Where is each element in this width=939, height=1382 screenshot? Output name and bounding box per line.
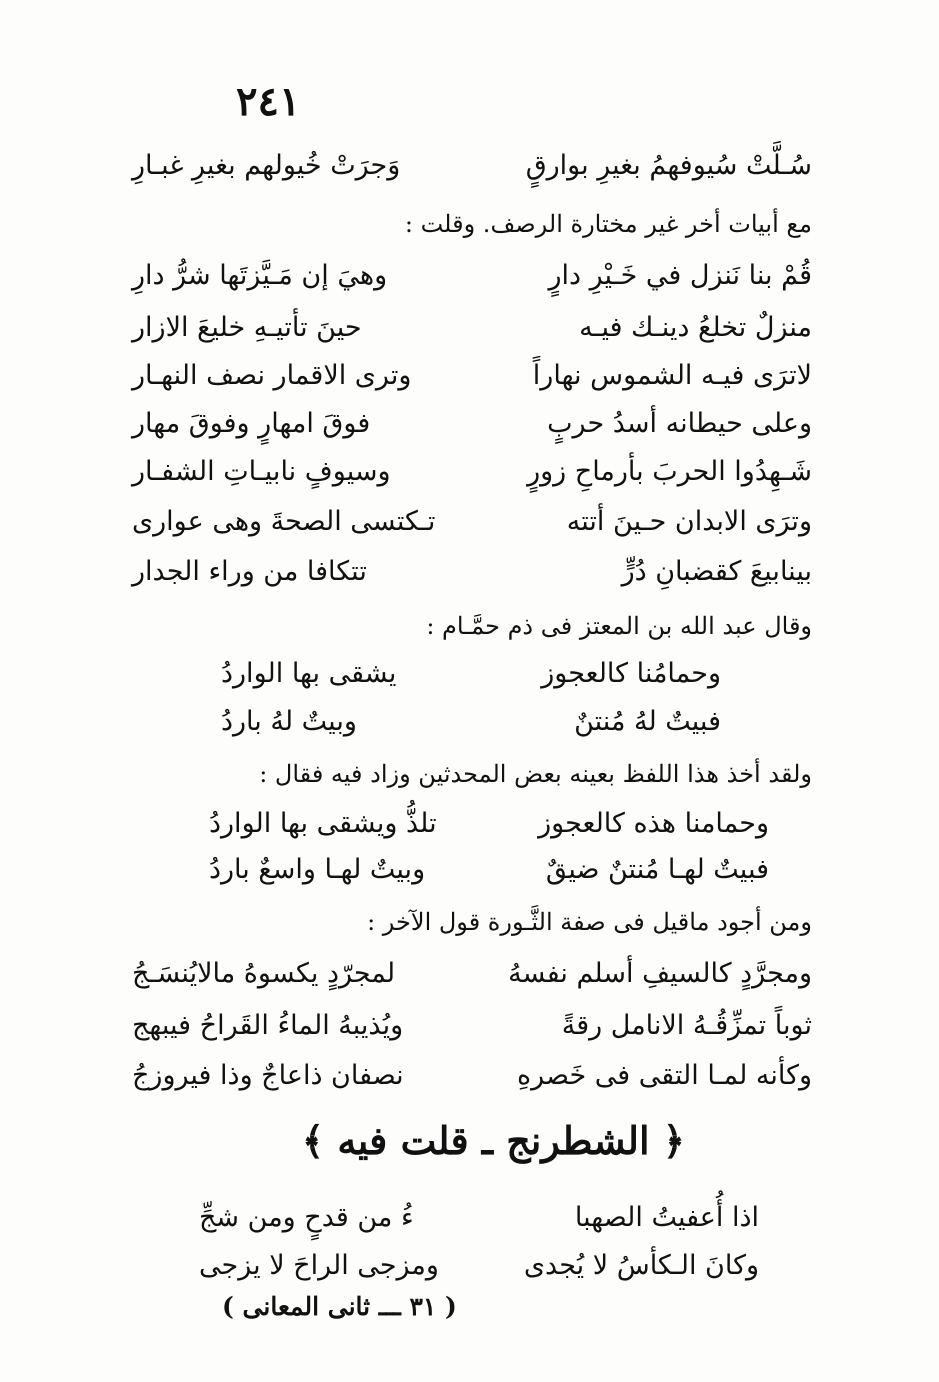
section-heading: ﴿ الشطرنج ـ قلت فيه ﴾ — [301, 1118, 685, 1163]
verse-second-hemistich: وبيتٌ لهُ باردُ — [221, 706, 357, 737]
verse-line — [132, 314, 812, 341]
verse-first-hemistich: فبيتٌ لهُ مُنتنٌ — [574, 706, 721, 737]
verse-second-hemistich: نصفان ذاعاجٌ وذا فيروزجُ — [132, 1060, 404, 1091]
verse-second-hemistich: وسيوفٍ نابيـاتِ الشفـار — [132, 456, 391, 487]
verse-first-hemistich: وكأنه لمـا التقى فى خَصرهِ — [516, 1060, 812, 1091]
verse-first-hemistich: فبيتٌ لهـا مُنتنٌ ضيقٌ — [545, 854, 769, 885]
verse-line — [221, 660, 721, 687]
verse-second-hemistich: ومزجى الراحَ لا يزجى — [199, 1250, 439, 1281]
verse-second-hemistich: تلذُّ ويشقى بها الواردُ — [209, 808, 437, 839]
verse-first-hemistich: شَـهِدُوا الحربَ بأرماحِ زورٍ — [527, 456, 812, 487]
prose-line: ومن أجود ماقيل فى صفة الثَّـورة قول الآخر : — [367, 908, 812, 936]
verse-second-hemistich: وَجرَتْ خُيولهم بغيرِ غبـارِ — [132, 150, 401, 181]
verse-line — [132, 558, 812, 585]
verse-second-hemistich: فوقَ امهارٍ وفوقَ مهار — [132, 408, 371, 439]
verse-first-hemistich: وكانَ الـكأسُ لا يُجدى — [523, 1250, 759, 1281]
verse-second-hemistich: لمجرّدٍ يكسوهُ مالايُنسَـجُ — [132, 958, 396, 989]
prose-line: ولقد أخذ هذا اللفظ بعينه بعض المحدثين وزاد فيه فقال : — [259, 760, 812, 788]
verse-second-hemistich: تـكتسى الصحةَ وهى عوارى — [132, 506, 436, 537]
verse-first-hemistich: منزلٌ تخلعُ دينـك فيـه — [579, 312, 812, 343]
verse-first-hemistich: وحمامنا هذه كالعجوز — [538, 808, 769, 839]
verse-line — [209, 856, 769, 883]
verse-first-hemistich: وترَى الابدان حـينَ أتته — [566, 506, 812, 537]
verse-line — [132, 1062, 812, 1089]
verse-first-hemistich: بينابيعَ كقضبانِ دُرٍّ — [621, 556, 812, 587]
verse-line — [132, 152, 812, 179]
verse-line — [132, 508, 812, 535]
verse-line — [132, 458, 812, 485]
prose-line: مع أبيات أخر غير مختارة الرصف. وقلت : — [404, 210, 812, 238]
verse-line — [221, 708, 721, 735]
verse-line — [199, 1252, 759, 1279]
signature-footer: ( ٣١ ـــ ثانى المعانى ) — [222, 1292, 457, 1321]
verse-first-hemistich: ثوباً تمزِّقُـهُ الانامل رقةً — [561, 1010, 812, 1041]
verse-line — [132, 362, 812, 389]
verse-second-hemistich: وترى الاقمار نصف النهـار — [132, 360, 412, 391]
prose-line: وقال عبد الله بن المعتز فى ذم حمَّـام : — [426, 612, 812, 640]
verse-line — [199, 1204, 759, 1231]
verse-first-hemistich: قُمْ بنا نَنزل في خَـيْرِ دارٍ — [548, 260, 812, 291]
verse-second-hemistich: ءُ من قدحٍ ومن شجِّ — [199, 1202, 414, 1233]
verse-line — [132, 262, 812, 289]
verse-first-hemistich: ومجرَّدٍ كالسيفِ أسلم نفسهُ — [508, 958, 812, 989]
verse-first-hemistich: سُـلَّتْ سُيوفهمُ بغيرِ بوارقٍ — [525, 150, 812, 181]
page-number: ٢٤١ — [236, 78, 301, 125]
verse-line — [132, 1012, 812, 1039]
verse-second-hemistich: وهيَ إن مَـيَّزتَها شرُّ دارِ — [132, 260, 388, 291]
verse-line — [209, 810, 769, 837]
verse-second-hemistich: يشقى بها الواردُ — [221, 658, 397, 689]
verse-second-hemistich: وبيتٌ لهـا واسعٌ باردُ — [209, 854, 426, 885]
verse-first-hemistich: اذا أُعفيتُ الصهبا — [574, 1202, 759, 1233]
verse-first-hemistich: وحمامُنا كالعجوز — [541, 658, 721, 689]
verse-first-hemistich: وعلى حيطانه أسدُ حربٍ — [547, 408, 812, 439]
verse-line — [132, 410, 812, 437]
verse-second-hemistich: ويُذيبهُ الماءُ القَراحُ فيبهج — [132, 1010, 404, 1041]
verse-first-hemistich: لاترَى فيـه الشموس نهاراً — [532, 360, 812, 391]
verse-line — [132, 960, 812, 987]
verse-second-hemistich: تتكافا من وراء الجدار — [132, 556, 367, 587]
verse-second-hemistich: حينَ تأتيـهِ خليعَ الازار — [132, 312, 362, 343]
